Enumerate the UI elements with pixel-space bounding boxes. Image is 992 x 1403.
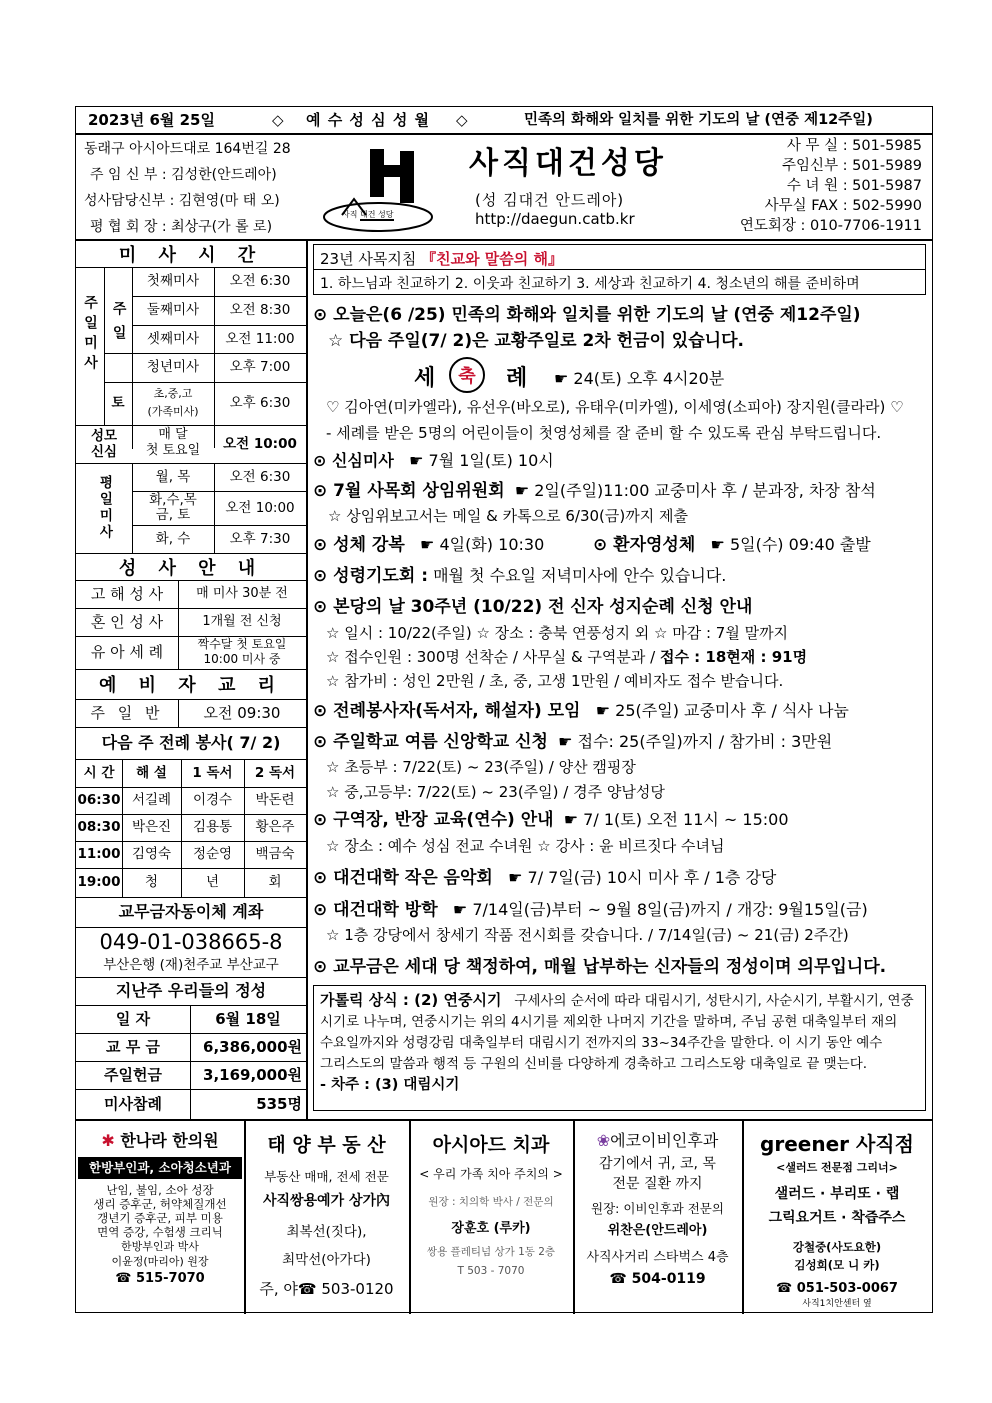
- notice-summer-school: [313, 732, 832, 752]
- offering-value: 6,386,000원: [203, 1037, 302, 1056]
- pastoral-motto-box: [313, 244, 926, 295]
- leader-training-detail: ☛ 7/ 1(토) 오전 11시 ~ 15:00: [563, 810, 789, 829]
- ad-line: 생리 증후군, 허약체질개선: [93, 1197, 227, 1211]
- sacrament-value: 짝수달 첫 토요일: [197, 637, 287, 652]
- ad-line: 강철중(사도요한): [792, 1240, 882, 1254]
- saturday-mass-name: 초,중,고: [153, 386, 193, 400]
- knowledge-text: 그리스도의 말씀과 행적 등 구원의 신비를 다양하게 경축하고 그리스도왕 대축일로 끝 맺는다.: [320, 1056, 868, 1072]
- ad-line: 그릭요거트 · 착즙주스: [768, 1210, 906, 1226]
- liturgy-col-header: 2 독서: [254, 764, 296, 781]
- header-bar: [76, 107, 932, 133]
- ministers-detail: ☛ 25(주일) 교중미사 후 / 식사 나눔: [595, 701, 849, 720]
- sacrament-label: 혼 인 성 사: [90, 612, 164, 631]
- ad-line: 이윤정(마리아) 원장: [111, 1255, 209, 1268]
- ad-title: [573, 1128, 742, 1151]
- liturgy-commentator: 박은진: [131, 819, 172, 836]
- sacrament-value: 매 미사 30분 전: [196, 585, 288, 601]
- ad-name: 태 양 부 동 산: [267, 1134, 386, 1156]
- ad-name: 에코이비인후과: [610, 1131, 719, 1150]
- weekday-mass-time: 오후 7:30: [229, 530, 291, 547]
- registration-text: ☆ 접수인원 : 300명 선착순 / 사무실 & 구역분과 /: [326, 648, 656, 666]
- ad-line: 위찬은(안드레아): [607, 1223, 708, 1238]
- sunday-label-text: 주일: [110, 300, 127, 349]
- ad-name: greener 사직점: [760, 1132, 914, 1156]
- liturgy-reader-2: 황은주: [255, 819, 295, 836]
- motto-line: [320, 248, 563, 269]
- liturgy-reader-2: 백금숙: [255, 846, 295, 863]
- liturgy-commentator: 김영숙: [131, 846, 172, 863]
- ad-line: 사직쌍용예가 상가內: [262, 1193, 391, 1209]
- devotion-mass-detail: ☛ 7월 1일(토) 10시: [409, 451, 554, 470]
- mass-name: 셋째미사: [146, 330, 200, 347]
- ad-phone: ☎ 504-0119: [609, 1271, 706, 1287]
- notice-vacation: [313, 900, 868, 920]
- sacrament-label: 고 해 성 사: [90, 584, 164, 603]
- ad-line: 전문 질환 까지: [612, 1176, 703, 1192]
- devotion-label-2: 신심: [90, 443, 118, 460]
- church-patron: (성 김대건 안드레아): [475, 191, 625, 209]
- ad-phone: T 503 - 7070: [457, 1265, 525, 1277]
- sacrament-label: 유 아 세 례: [90, 643, 164, 662]
- ad-band: 한방부인과, 소아청소년과: [78, 1157, 242, 1179]
- liturgy-col-header: 1 독서: [192, 764, 233, 781]
- notice-benediction: [313, 535, 544, 555]
- notice-council: [313, 481, 876, 501]
- motto-title: 『친교와 말씀의 해』: [421, 250, 563, 268]
- diamond-icon: ◇: [456, 111, 468, 129]
- baptism-title-a: 세: [414, 366, 436, 391]
- contact-office: 사 무 실 : 501-5985: [786, 138, 922, 154]
- offering-value: 535명: [256, 1094, 302, 1113]
- weekday-mass-name: 화, 수: [155, 530, 191, 547]
- offering-heading: 지난주 우리들의 정성: [115, 981, 267, 1001]
- catholic-knowledge-box: [313, 985, 926, 1111]
- offering-value: 6월 18일: [215, 1009, 281, 1028]
- devotion-name-2: 첫 토요일: [145, 442, 201, 458]
- bulletin-date: 2023년 6월 25일: [88, 111, 215, 129]
- account-bank: 부산은행 (재)천주교 부산교구: [103, 956, 279, 973]
- knowledge-line: [320, 990, 919, 1012]
- mass-time: 오전 8:30: [229, 302, 291, 319]
- contact-fax: 사무실 FAX : 502-5990: [764, 198, 922, 214]
- sunday-group-text: 주일미사: [82, 294, 98, 375]
- knowledge-text: 수요일까지와 성령강림 대축일부터 대림시기 전까지의 33~34주간을 말한다. 이 시기 동안 예수: [320, 1035, 883, 1051]
- prayer-meeting-detail: 매월 첫 수요일 저녁미사에 안수 있습니다.: [433, 566, 727, 585]
- offering-value: 3,169,000원: [203, 1065, 302, 1084]
- sunday-group-label: [76, 267, 104, 402]
- notice-sick-communion: [593, 535, 871, 555]
- weekday-mass-time: 오전 10:00: [225, 499, 295, 516]
- catechumen-label: 주 일 반: [90, 703, 164, 722]
- ad-name: 한나라 한의원: [120, 1131, 219, 1150]
- liturgy-reader-2: 박돈련: [255, 792, 295, 809]
- liturgy-time: 06:30: [77, 792, 121, 809]
- devotion-label: 성모: [90, 427, 118, 444]
- contact-pastor: 주임신부 : 501-5989: [782, 158, 922, 174]
- ad-realestate-taeyang: [244, 1122, 409, 1307]
- contact-funeral: 연도회장 : 010-7706-1911: [739, 218, 922, 234]
- sick-communion-title: ⊙ 환자영성체: [593, 535, 696, 555]
- ad-line: < 우리 가족 치아 주치의 >: [419, 1167, 563, 1181]
- devotion-mass-title: ⊙ 신심미사: [313, 451, 394, 470]
- notice-prayer-meeting: [313, 566, 726, 586]
- ad-line: 난임, 불임, 소아 성장: [106, 1183, 214, 1197]
- knowledge-title: 가톨릭 상식 : (2) 연중시기: [320, 991, 502, 1009]
- council-president: 평 협 회 장 : 최상구(가 롤 로): [90, 219, 273, 235]
- mass-name: 첫째미사: [146, 273, 200, 290]
- ad-phone: 주, 야☎ 503-0120: [259, 1280, 394, 1298]
- notice-today: ⊙ 오늘은(6 /25) 민족의 화해와 일치를 위한 기도의 날 (연중 제12주일): [313, 305, 861, 325]
- liturgy-time: 11:00: [77, 846, 121, 863]
- logo-caption: 사직 대건 성당: [342, 210, 394, 219]
- account-heading: 교무금자동이체 계좌: [118, 902, 264, 922]
- ad-line: 원장: 이비인후과 전문의: [591, 1201, 724, 1216]
- weekday-mass-name: 화,수,목: [149, 491, 197, 508]
- clinic-logo-icon: ❀: [596, 1131, 611, 1150]
- sunday-label: [104, 267, 132, 382]
- ministers-title: ⊙ 전례봉사자(독서자, 해설자) 모임: [313, 701, 581, 721]
- ad-line: 샐러드 · 부리또 · 랩: [774, 1186, 900, 1202]
- mass-time: 오전 6:30: [229, 273, 291, 290]
- sacrament-value: 1개월 전 신청: [202, 613, 282, 629]
- notice-ministers-meeting: [313, 701, 849, 721]
- ad-line: 원장 : 치의학 박사 / 전문의: [428, 1196, 554, 1208]
- mass-time: 오후 7:00: [229, 359, 291, 376]
- catechumen-time: 오전 09:30: [203, 703, 281, 722]
- liturgy-reader-2: 회: [268, 874, 282, 891]
- offering-label: 미사참례: [104, 1094, 162, 1113]
- pilgrimage-fee: ☆ 참가비 : 성인 2만원 / 초, 중, 고생 1만원 / 예비자도 접수 받습니다.: [326, 672, 784, 690]
- motto-items: 1. 하느님과 친교하기 2. 이웃과 친교하기 3. 세상과 친교하기 4. 청소년의 해를 준비하며: [320, 276, 860, 292]
- contact-convent: 수 녀 원 : 501-5987: [786, 178, 922, 194]
- assistant-priest: 성사담당신부 : 김현영(마 태 오): [84, 193, 280, 209]
- ad-greener: [742, 1122, 932, 1307]
- month-title: 예 수 성 심 성 월: [306, 111, 431, 129]
- summer-school-elementary: ☆ 초등부 : 7/22(토) ~ 23(주일) / 양산 캠핑장: [326, 758, 636, 776]
- notice-next-sunday: ☆ 다음 주일(7/ 2)은 교황주일로 2차 헌금이 있습니다.: [328, 331, 744, 351]
- ad-clinic-hannara: [76, 1122, 244, 1307]
- ad-line: 부동산 매매, 전세 전문: [264, 1169, 389, 1184]
- ad-dental-asiad: [409, 1122, 573, 1307]
- liturgy-col-header: 해 설: [136, 764, 167, 781]
- liturgy-heading: 다음 주 전례 봉사( 7/ 2): [101, 733, 281, 753]
- sacraments-heading: 성 사 안 내: [118, 557, 264, 579]
- mass-name: 둘째미사: [146, 302, 200, 319]
- ad-phone: ☎ 051-503-0067: [776, 1281, 898, 1296]
- liturgy-reader-1: 이경수: [192, 792, 233, 809]
- weekday-mass-time: 오전 6:30: [229, 468, 291, 485]
- church-address: 동래구 아시아드대로 164번길 28: [84, 141, 291, 157]
- prayer-meeting-title: ⊙ 성령기도회 :: [313, 566, 428, 586]
- motto-prefix: 23년 사목지침: [320, 250, 417, 268]
- concert-title: ⊙ 대건대학 작은 음악회: [313, 868, 493, 888]
- notice-concert: [313, 868, 776, 888]
- church-info: [84, 136, 291, 240]
- liturgy-col-header: 시 간: [83, 764, 115, 781]
- ad-ent-clinic-echo: [573, 1122, 742, 1307]
- knowledge-next: - 차주 : (3) 대림시기: [320, 1077, 460, 1093]
- mass-name: 청년미사: [146, 359, 200, 376]
- church-name: 사직대건성당: [469, 146, 667, 181]
- ad-line: 사직사거리 스타벅스 4층: [586, 1250, 729, 1265]
- offering-label: 주일헌금: [104, 1065, 162, 1084]
- celebration-badge-icon: 축: [449, 357, 485, 393]
- registration-count: 접수 : 18현재 : 91명: [659, 648, 808, 666]
- liturgy-commentator: 청: [144, 874, 159, 891]
- saturday-mass-name-2: (가족미사): [147, 404, 199, 418]
- offering-label: 일 자: [115, 1009, 151, 1028]
- council-note: ☆ 상임위보고서는 메일 & 카톡으로 6/30(금)까지 제출: [328, 507, 688, 525]
- ad-line: 갱년기 증후군, 피부 미용: [97, 1211, 223, 1225]
- contact-list: [740, 136, 922, 236]
- ad-line: 한방부인과 박사: [121, 1240, 199, 1253]
- summer-school-detail: ☛ 접수: 25(주일)까지 / 참가비 : 3만원: [558, 732, 833, 751]
- ad-line: 쌍용 플레티넘 상가 1동 2층: [426, 1246, 556, 1258]
- baptism-names: ♡ 김아연(미카엘라), 유선우(바오로), 유태우(미카엘), 이세영(소피아) 장지원(클라라) ♡: [326, 398, 904, 416]
- benediction-detail: ☛ 4일(화) 10:30: [420, 535, 545, 554]
- offering-label: 교 무 금: [106, 1037, 160, 1056]
- pastor: 주 임 신 부 : 김성한(안드레아): [90, 167, 277, 183]
- notice-pilgrimage: ⊙ 본당의 날 30주년 (10/22) 전 신자 성지순례 신청 안내: [313, 597, 753, 617]
- baptism-note: - 세례를 받은 5명의 어린이들이 첫영성체를 잘 준비 할 수 있도록 관심 부탁드립니다.: [326, 424, 882, 442]
- devotion-time: 오전 10:00: [223, 435, 297, 452]
- council-detail: ☛ 2일(주일)11:00 교중미사 후 / 분과장, 차장 참석: [514, 481, 876, 500]
- ad-line: 감기에서 귀, 코, 목: [599, 1156, 716, 1172]
- church-logo: [320, 143, 436, 235]
- baptism-title-b: 례: [506, 366, 528, 391]
- liturgy-time: 08:30: [77, 819, 121, 836]
- notice-devotion-mass: [313, 451, 554, 471]
- weekday-group-text: 평일미사: [96, 475, 113, 541]
- church-url[interactable]: http://daegun.catb.kr: [475, 210, 635, 228]
- leader-training-title: ⊙ 구역장, 반장 교육(연수) 안내: [313, 810, 554, 830]
- liturgy-reader-1: 정순영: [192, 846, 233, 863]
- baptism-time: ☛ 24(토) 오후 4시20분: [554, 369, 725, 388]
- ad-line: 면역 증강, 수험생 크리닉: [97, 1225, 223, 1239]
- knowledge-text: 시기로 나누며, 연중시기는 위의 4시기를 제외한 나머지 기간을 말하며, 주님 공현 대축일부터 재의: [320, 1014, 898, 1030]
- ad-phone: ☎ 515-7070: [115, 1271, 205, 1286]
- pilgrimage-info: ☆ 일시 : 10/22(주일) ☆ 장소 : 충북 연풍성지 외 ☆ 마감 : 7월 말까지: [326, 624, 789, 642]
- notice-leader-training: [313, 810, 789, 830]
- devotion-name: 매 달: [158, 426, 188, 442]
- ad-line: 김성희(모 니 카): [794, 1258, 880, 1272]
- mass-time: 오전 11:00: [225, 330, 295, 347]
- vacation-title: ⊙ 대건대학 방학: [313, 900, 438, 920]
- summer-school-secondary: ☆ 중,고등부: 7/22(토) ~ 23(주일) / 경주 양남성당: [326, 783, 665, 801]
- weekday-mass-name: 월, 목: [155, 468, 191, 485]
- ad-name: 아시아드 치과: [432, 1134, 550, 1156]
- sacrament-value-2: 10:00 미사 중: [203, 652, 281, 667]
- liturgy-time: 19:00: [77, 874, 121, 891]
- saturday-mass-time: 오후 6:30: [229, 395, 291, 412]
- liturgy-reader-1: 년: [205, 874, 220, 891]
- bulletin-page: [75, 106, 933, 1313]
- ad-line: 장훈호 (루카): [451, 1221, 531, 1236]
- diamond-icon: ◇: [272, 111, 284, 129]
- council-title: ⊙ 7월 사목회 상임위원회: [313, 481, 505, 501]
- concert-detail: ☛ 7/ 7일(금) 10시 미사 후 / 1층 강당: [508, 868, 777, 887]
- vacation-detail: ☛ 7/14일(금)부터 ~ 9월 8일(금)까지 / 개강: 9월15일(금): [452, 900, 868, 919]
- mass-heading: 미 사 시 간: [118, 245, 264, 266]
- notice-dues: ⊙ 교무금은 세대 당 책정하여, 매월 납부하는 신자들의 정성이며 의무입니다.: [313, 957, 887, 977]
- weekday-group-label: [76, 463, 132, 553]
- knowledge-text: 구세사의 순서에 따라 대림시기, 성탄시기, 사순시기, 부활시기, 연중: [514, 993, 914, 1009]
- ad-line: 사직1치안센터 옆: [802, 1299, 872, 1307]
- flower-icon: ✱: [101, 1131, 115, 1150]
- summer-school-title: ⊙ 주일학교 여름 신앙학교 신청: [313, 732, 548, 752]
- vacation-exhibition: ☆ 1층 강당에서 창세기 작품 전시회를 갖습니다. / 7/14일(금) ~ 21(금) 2주간): [326, 926, 849, 944]
- ad-line: <샐러드 전문점 그리너>: [776, 1161, 898, 1174]
- catechumen-heading: 예 비 자 교 리: [98, 675, 283, 696]
- saturday-label: 토: [111, 395, 125, 412]
- account-number: 049-01-038665-8: [99, 930, 283, 955]
- benediction-title: ⊙ 성체 강복: [313, 535, 405, 555]
- occasion-title: 민족의 화해와 일치를 위한 기도의 날 (연중 제12주일): [524, 112, 873, 128]
- liturgy-reader-1: 김용통: [192, 819, 233, 836]
- leader-training-place: ☆ 장소 : 예수 성심 전교 수녀원 ☆ 강사 : 윤 비르짓다 수녀님: [326, 837, 725, 855]
- ad-title: [76, 1128, 244, 1151]
- ad-line: 최막선(아가다): [282, 1252, 371, 1268]
- sick-communion-detail: ☛ 5일(수) 09:40 출발: [710, 535, 871, 554]
- weekday-mass-name-2: 금, 토: [155, 506, 191, 523]
- ad-line: 최복선(짓다),: [286, 1224, 367, 1240]
- liturgy-commentator: 서길례: [131, 792, 172, 809]
- pilgrimage-registration: [326, 647, 807, 667]
